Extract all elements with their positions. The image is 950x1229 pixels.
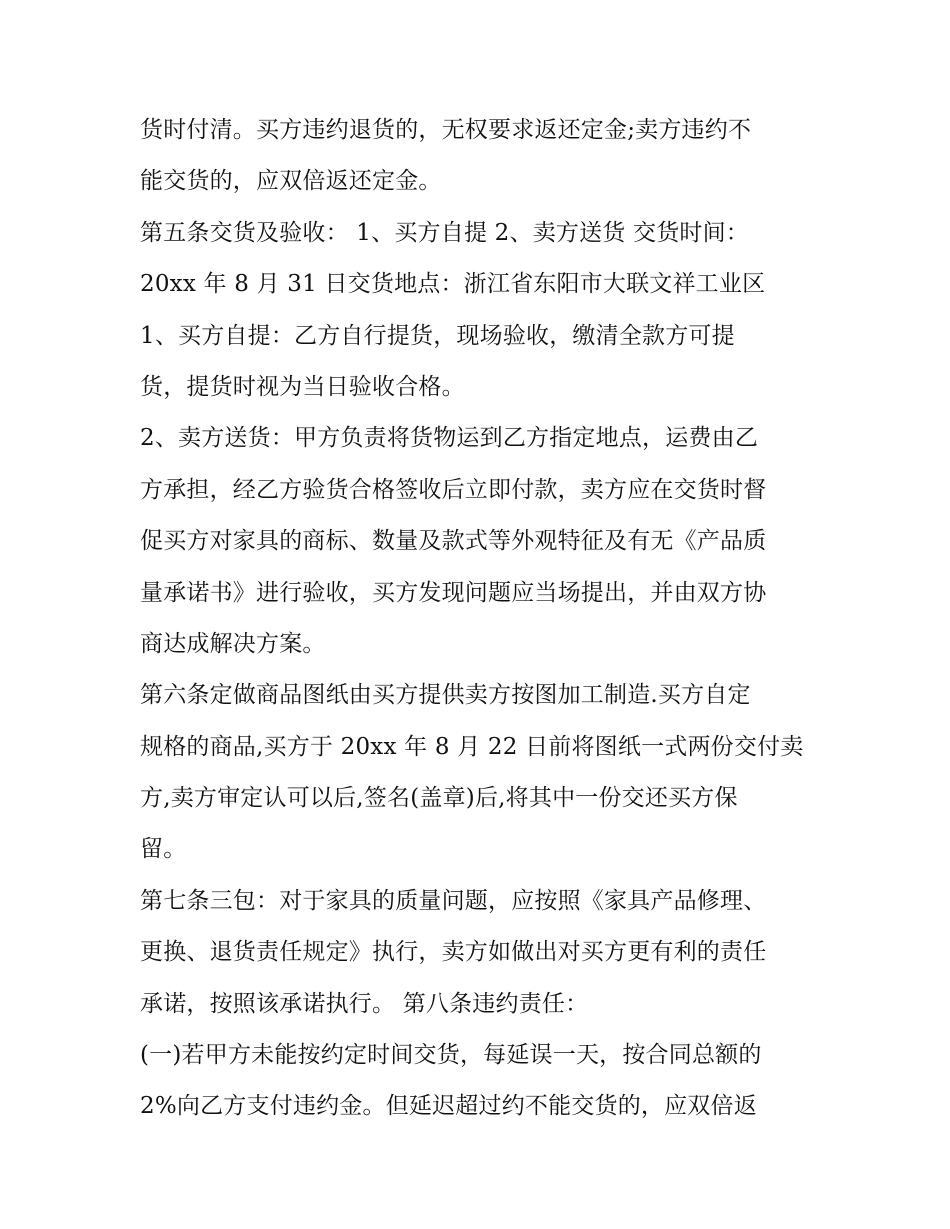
text-line: 规格的商品,买方于 20xx 年 8 月 22 日前将图纸一式两份交付卖 <box>140 733 804 760</box>
text-line: 货，提货时视为当日验收合格。 <box>140 373 465 400</box>
text-line: 承诺，按照该承诺执行。 第八条违约责任： <box>140 990 589 1017</box>
text-line: 1、买方自提：乙方自行提货，现场验收，缴清全款方可提 <box>140 322 735 349</box>
text-line: 第七条三包：对于家具的质量问题，应按照《家具产品修理、 <box>140 887 767 914</box>
text-line: 第五条交货及验收： 1、买方自提 2、卖方送货 交货时间： <box>140 219 749 246</box>
text-line: 商达成解决方案。 <box>140 630 326 657</box>
text-line: 方,卖方审定认可以后,签名(盖章)后,将其中一份交还买方保 <box>140 785 738 812</box>
text-line: 更换、退货责任规定》执行，卖方如做出对买方更有利的责任 <box>140 939 767 966</box>
document-body <box>140 105 830 1133</box>
text-line: 2%向乙方支付违约金。但延迟超过约不能交货的，应双倍返 <box>140 1093 757 1120</box>
text-line: 能交货的，应双倍返还定金。 <box>140 168 442 195</box>
text-line: 方承担，经乙方验货合格签收后立即付款，卖方应在交货时督 <box>140 476 767 503</box>
text-line: 促买方对家具的商标、数量及款式等外观特征及有无《产品质 <box>140 528 767 555</box>
text-line: 第六条定做商品图纸由买方提供卖方按图加工制造.买方自定 <box>140 682 751 709</box>
text-line: 货时付清。买方违约退货的，无权要求返还定金;卖方违约不 <box>140 117 752 143</box>
text-line: 20xx 年 8 月 31 日交货地点：浙江省东阳市大联文祥工业区 <box>140 271 766 298</box>
text-line: 量承诺书》进行验收，买方发现问题应当场提出，并由双方协 <box>140 579 767 606</box>
text-line: 留。 <box>140 836 187 863</box>
text-line: (一)若甲方未能按约定时间交货，每延误一天，按合同总额的 <box>140 1042 762 1069</box>
text-line: 2、卖方送货：甲方负责将货物运到乙方指定地点，运费由乙 <box>140 425 759 452</box>
